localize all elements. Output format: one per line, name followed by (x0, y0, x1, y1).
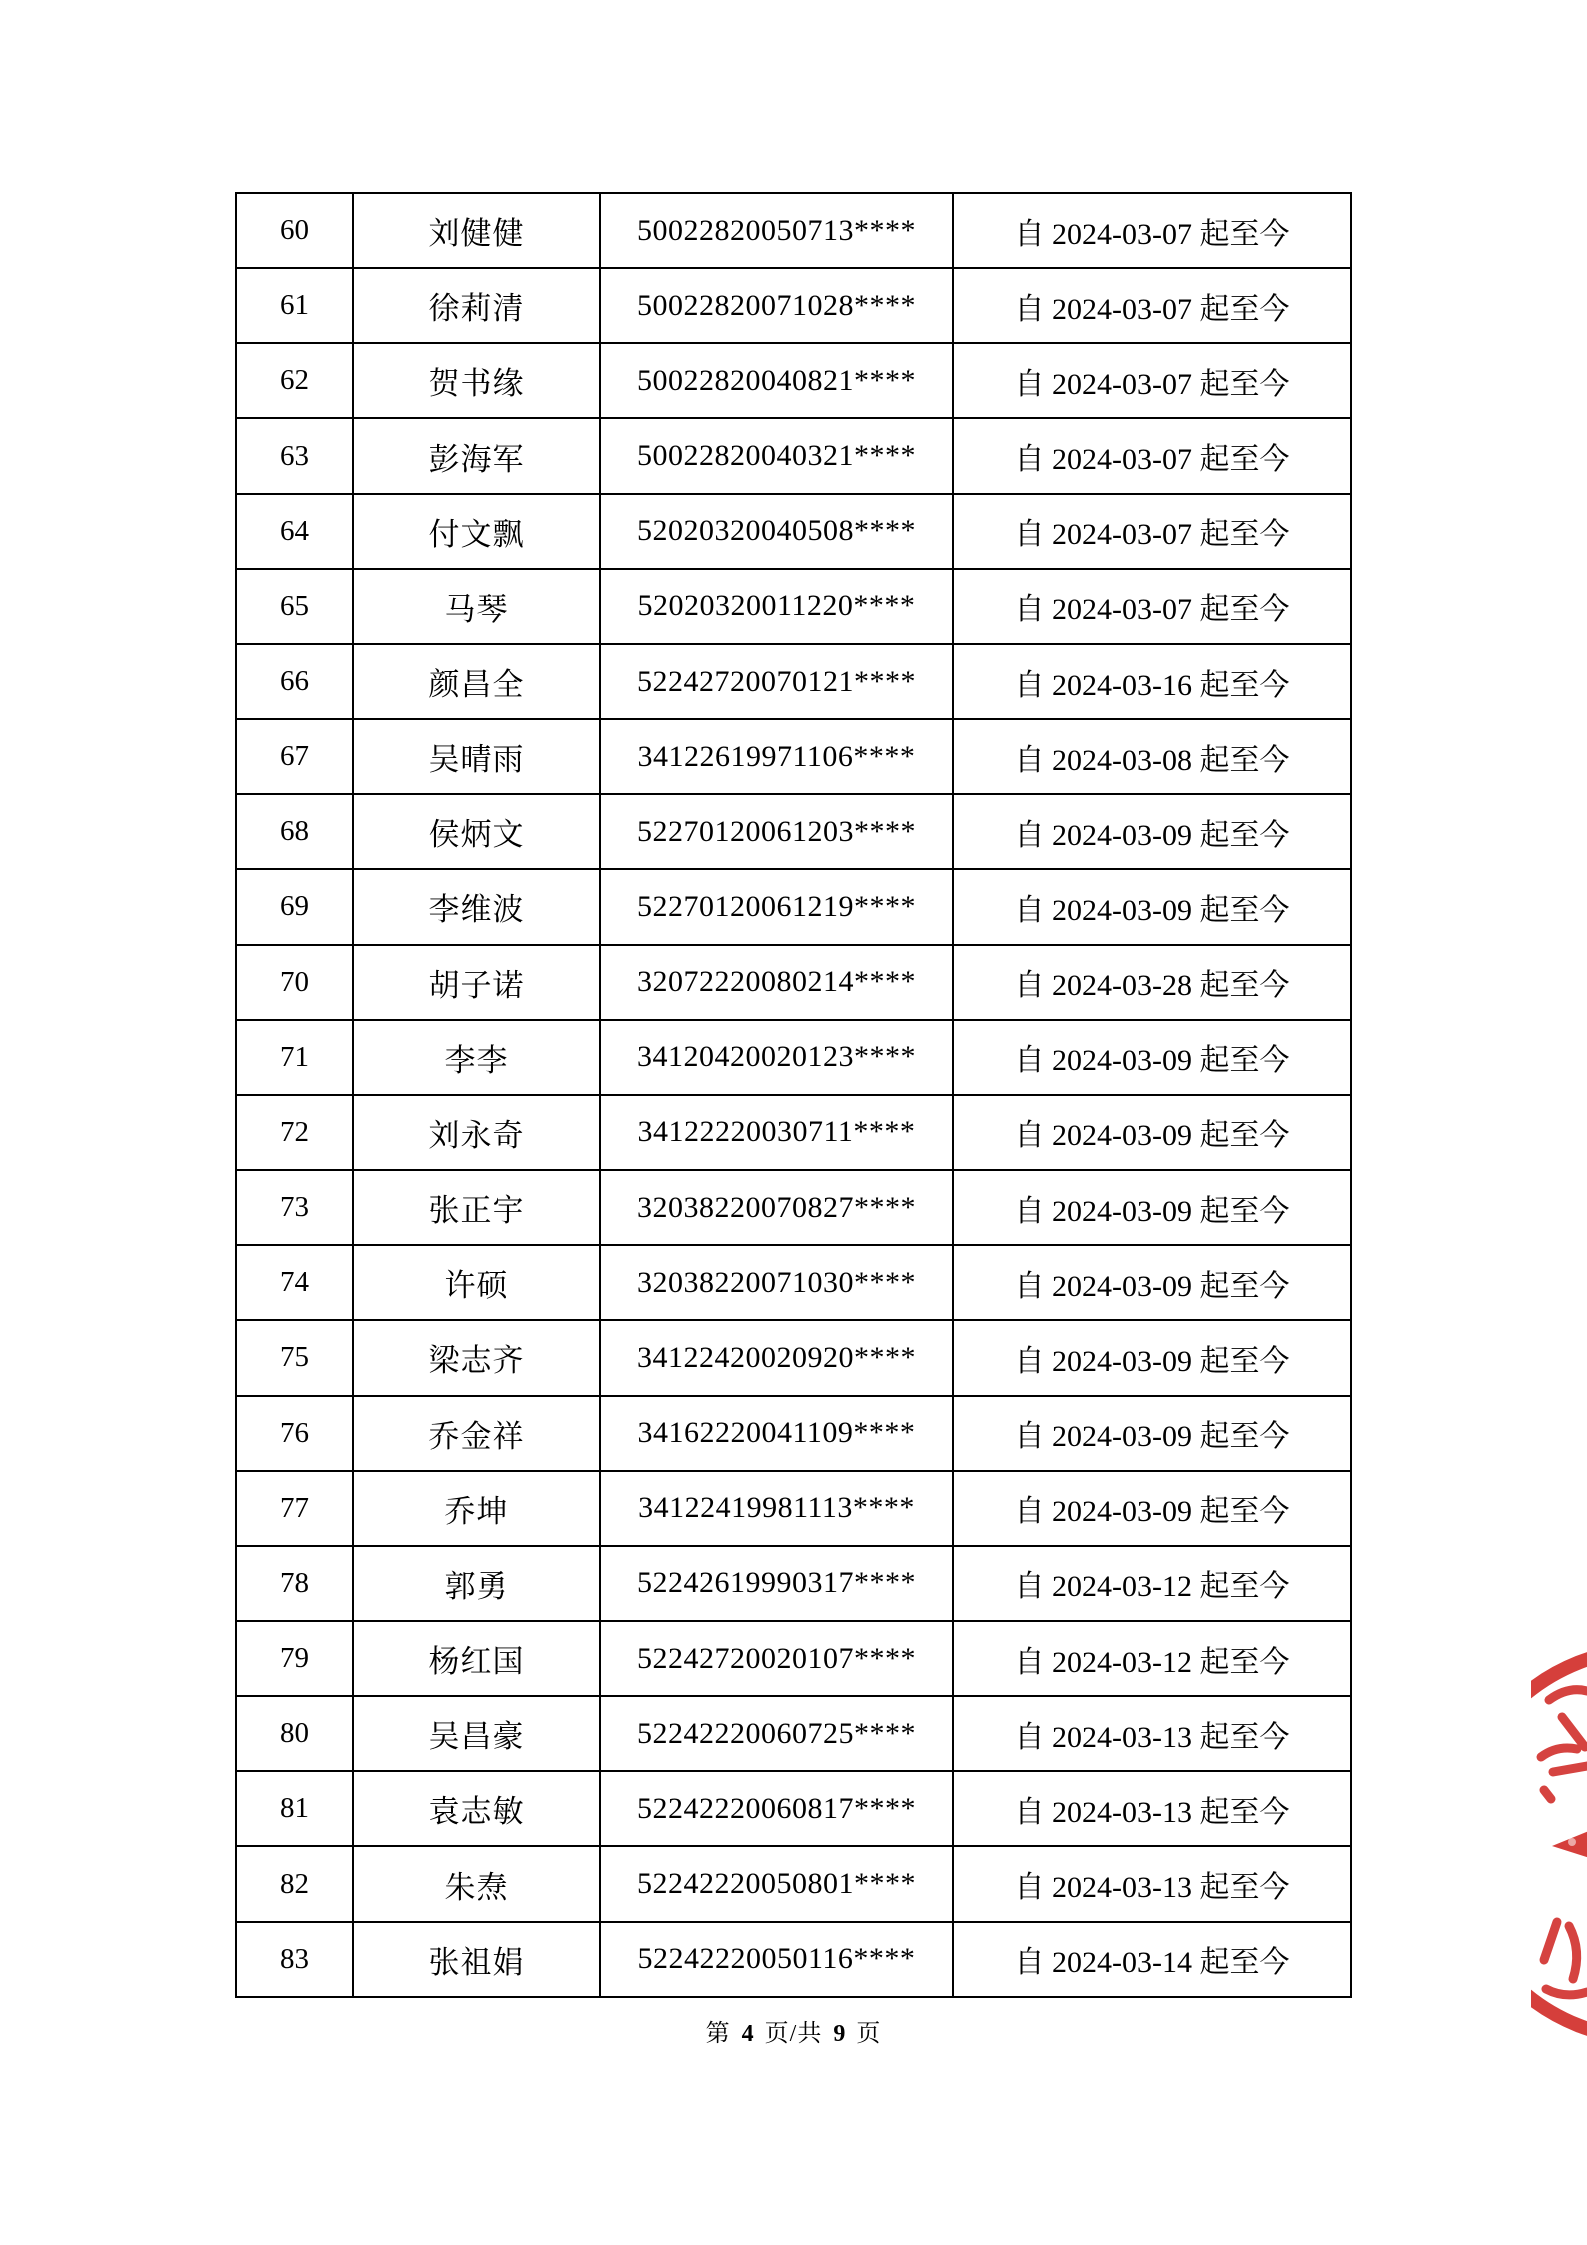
row-index-cell: 67 (236, 719, 353, 794)
period-cell: 自 2024-03-13 起至今 (953, 1696, 1351, 1771)
id-number-cell: 52242220050801**** (600, 1846, 953, 1921)
period-cell: 自 2024-03-09 起至今 (953, 1245, 1351, 1320)
period-cell: 自 2024-03-12 起至今 (953, 1546, 1351, 1621)
person-name-cell: 马琴 (353, 569, 600, 644)
table-row (236, 1170, 1351, 1245)
person-name-cell: 吴昌豪 (353, 1696, 600, 1771)
row-index-cell: 80 (236, 1696, 353, 1771)
id-number-cell: 32038220070827**** (600, 1170, 953, 1245)
person-name-cell: 杨红国 (353, 1621, 600, 1696)
seal-ring (1531, 1649, 1587, 2039)
period-cell: 自 2024-03-09 起至今 (953, 794, 1351, 869)
period-cell: 自 2024-03-09 起至今 (953, 1320, 1351, 1395)
person-name-cell: 许硕 (353, 1245, 600, 1320)
person-name-cell: 郭勇 (353, 1546, 600, 1621)
period-cell: 自 2024-03-13 起至今 (953, 1846, 1351, 1921)
row-index-cell: 79 (236, 1621, 353, 1696)
table-row (236, 569, 1351, 644)
row-index-cell: 72 (236, 1095, 353, 1170)
period-cell: 自 2024-03-09 起至今 (953, 1396, 1351, 1471)
person-name-cell: 贺书缘 (353, 343, 600, 418)
person-name-cell: 颜昌全 (353, 644, 600, 719)
period-cell: 自 2024-03-28 起至今 (953, 945, 1351, 1020)
period-cell: 自 2024-03-09 起至今 (953, 1095, 1351, 1170)
row-index-cell: 83 (236, 1922, 353, 1997)
id-number-cell: 34122420020920**** (600, 1320, 953, 1395)
footer-current-page: 4 (741, 2021, 754, 2047)
table-row (236, 945, 1351, 1020)
person-name-cell: 乔金祥 (353, 1396, 600, 1471)
id-number-cell: 52242220050116**** (600, 1922, 953, 1997)
table-row (236, 1396, 1351, 1471)
row-index-cell: 76 (236, 1396, 353, 1471)
id-number-cell: 32038220071030**** (600, 1245, 953, 1320)
period-cell: 自 2024-03-16 起至今 (953, 644, 1351, 719)
id-number-cell: 52270120061219**** (600, 869, 953, 944)
id-number-cell: 34122220030711**** (600, 1095, 953, 1170)
table-row (236, 1546, 1351, 1621)
period-cell: 自 2024-03-07 起至今 (953, 193, 1351, 268)
footer-infix: 页/共 (764, 2021, 823, 2047)
id-number-cell: 52242619990317**** (600, 1546, 953, 1621)
table-row (236, 1245, 1351, 1320)
row-index-cell: 65 (236, 569, 353, 644)
table-row (236, 494, 1351, 569)
person-name-cell: 张祖娟 (353, 1922, 600, 1997)
period-cell: 自 2024-03-09 起至今 (953, 1020, 1351, 1095)
table-row (236, 1320, 1351, 1395)
record-table-body (236, 193, 1351, 1997)
table-row (236, 343, 1351, 418)
page-footer (0, 2014, 1587, 2054)
row-index-cell: 66 (236, 644, 353, 719)
person-name-cell: 乔坤 (353, 1471, 600, 1546)
id-number-cell: 52020320011220**** (600, 569, 953, 644)
table-row (236, 418, 1351, 493)
row-index-cell: 64 (236, 494, 353, 569)
id-number-cell: 34162220041109**** (600, 1396, 953, 1471)
roster-table (235, 192, 1352, 1998)
person-name-cell: 付文飘 (353, 494, 600, 569)
official-seal-stamp-icon (1531, 1648, 1587, 2040)
period-cell: 自 2024-03-13 起至今 (953, 1771, 1351, 1846)
id-number-cell: 50022820071028**** (600, 268, 953, 343)
table-row (236, 869, 1351, 944)
person-name-cell: 侯炳文 (353, 794, 600, 869)
period-cell: 自 2024-03-09 起至今 (953, 1471, 1351, 1546)
period-cell: 自 2024-03-07 起至今 (953, 418, 1351, 493)
table-row (236, 1771, 1351, 1846)
row-index-cell: 75 (236, 1320, 353, 1395)
id-number-cell: 34122419981113**** (600, 1471, 953, 1546)
person-name-cell: 梁志齐 (353, 1320, 600, 1395)
table-row (236, 794, 1351, 869)
table-row (236, 1846, 1351, 1921)
person-name-cell: 徐莉清 (353, 268, 600, 343)
row-index-cell: 61 (236, 268, 353, 343)
table-row (236, 1696, 1351, 1771)
table-row (236, 644, 1351, 719)
seal-star (1552, 1748, 1587, 1938)
row-index-cell: 60 (236, 193, 353, 268)
table-row (236, 1621, 1351, 1696)
person-name-cell: 彭海军 (353, 418, 600, 493)
person-name-cell: 张正宇 (353, 1170, 600, 1245)
id-number-cell: 34122619971106**** (600, 719, 953, 794)
footer-suffix: 页 (856, 2021, 882, 2047)
row-index-cell: 70 (236, 945, 353, 1020)
period-cell: 自 2024-03-09 起至今 (953, 1170, 1351, 1245)
row-index-cell: 63 (236, 418, 353, 493)
period-cell: 自 2024-03-07 起至今 (953, 494, 1351, 569)
id-number-cell: 52242220060817**** (600, 1771, 953, 1846)
period-cell: 自 2024-03-14 起至今 (953, 1922, 1351, 1997)
id-number-cell: 52270120061203**** (600, 794, 953, 869)
id-number-cell: 50022820040821**** (600, 343, 953, 418)
id-number-cell: 34120420020123**** (600, 1020, 953, 1095)
table-row (236, 1095, 1351, 1170)
seal-texture (1568, 1813, 1587, 1869)
row-index-cell: 62 (236, 343, 353, 418)
table-row (236, 719, 1351, 794)
person-name-cell: 吴晴雨 (353, 719, 600, 794)
id-number-cell: 52242720020107**** (600, 1621, 953, 1696)
period-cell: 自 2024-03-07 起至今 (953, 569, 1351, 644)
row-index-cell: 82 (236, 1846, 353, 1921)
table-row (236, 268, 1351, 343)
row-index-cell: 69 (236, 869, 353, 944)
table-row (236, 1922, 1351, 1997)
id-number-cell: 52020320040508**** (600, 494, 953, 569)
row-index-cell: 68 (236, 794, 353, 869)
person-name-cell: 李维波 (353, 869, 600, 944)
id-number-cell: 50022820050713**** (600, 193, 953, 268)
id-number-cell: 52242220060725**** (600, 1696, 953, 1771)
row-index-cell: 74 (236, 1245, 353, 1320)
period-cell: 自 2024-03-12 起至今 (953, 1621, 1351, 1696)
person-name-cell: 刘健健 (353, 193, 600, 268)
id-number-cell: 52242720070121**** (600, 644, 953, 719)
row-index-cell: 78 (236, 1546, 353, 1621)
id-number-cell: 32072220080214**** (600, 945, 953, 1020)
table-row (236, 1471, 1351, 1546)
row-index-cell: 77 (236, 1471, 353, 1546)
row-index-cell: 81 (236, 1771, 353, 1846)
period-cell: 自 2024-03-07 起至今 (953, 268, 1351, 343)
row-index-cell: 73 (236, 1170, 353, 1245)
seal-text-fragment-bottom (1544, 1922, 1587, 1995)
person-name-cell: 胡子诺 (353, 945, 600, 1020)
person-name-cell: 李李 (353, 1020, 600, 1095)
period-cell: 自 2024-03-08 起至今 (953, 719, 1351, 794)
person-name-cell: 刘永奇 (353, 1095, 600, 1170)
person-name-cell: 朱焘 (353, 1846, 600, 1921)
table-row (236, 1020, 1351, 1095)
row-index-cell: 71 (236, 1020, 353, 1095)
footer-prefix: 第 (705, 2021, 731, 2047)
id-number-cell: 50022820040321**** (600, 418, 953, 493)
period-cell: 自 2024-03-07 起至今 (953, 343, 1351, 418)
table-row (236, 193, 1351, 268)
seal-text-fragment-top (1541, 1690, 1587, 1799)
period-cell: 自 2024-03-09 起至今 (953, 869, 1351, 944)
person-name-cell: 袁志敏 (353, 1771, 600, 1846)
footer-total-pages: 9 (833, 2021, 846, 2047)
